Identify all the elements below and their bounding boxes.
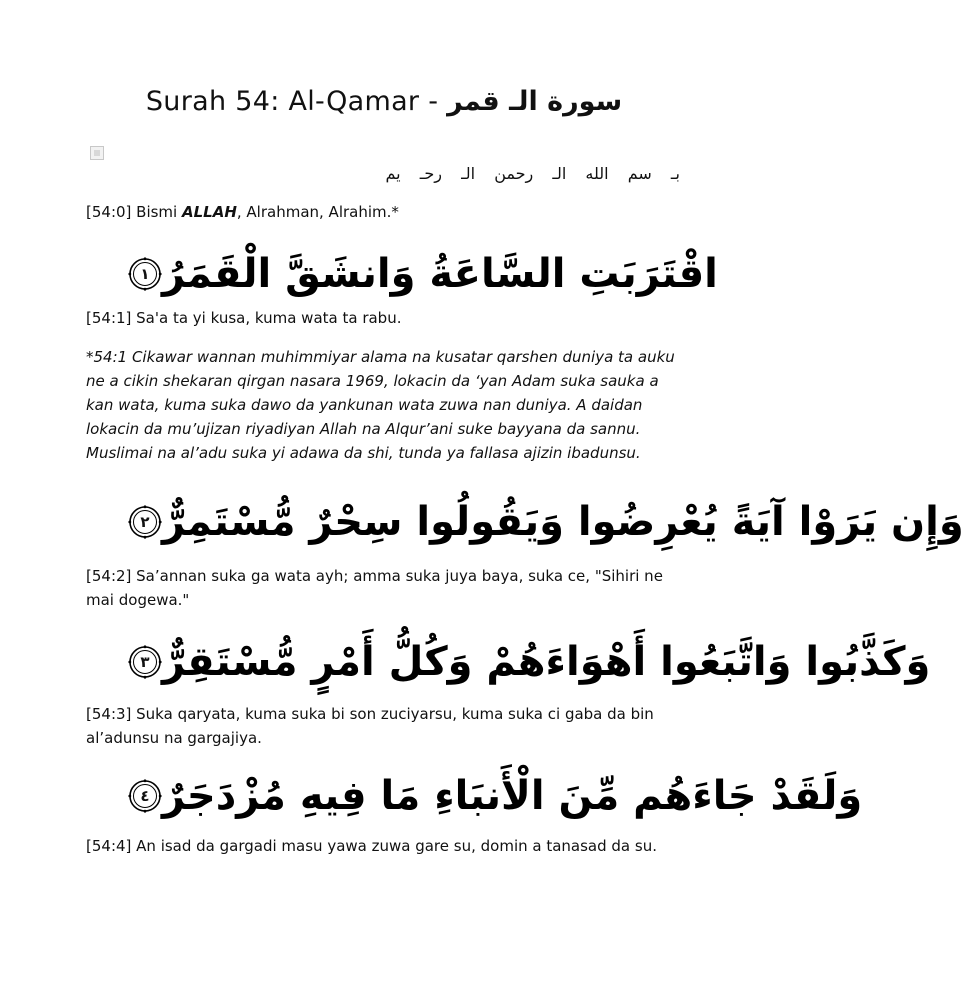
- verse-ref: [54:2]: [86, 567, 137, 585]
- verse-number-medallion: [128, 645, 162, 679]
- verse-translation-3: [86, 702, 686, 750]
- verse-emphasis: ALLAH: [181, 203, 237, 221]
- verse-number-medallion: [128, 779, 162, 813]
- verse-translation-1: [86, 306, 686, 330]
- footnote: *54:1 Cikawar wannan muhimmiyar alama na kusatar qarshen duniya ta auku ne a cikin shekaran qirgan nasara 1969, lokacin da ‘yan Adam suka sauka a kan wata, kuma suka dawo da yankunan wata zuwa nan duniya. A daidan lokacin da mu’ujizan riyadiyan Allah na Alqur’ani suke bayyana da sannu. Muslimai na al’adu suka yi adawa da shi, tunda ya fallasa ajizin ibadunsu.: [86, 348, 675, 462]
- verse-arabic-text: وَإِن يَرَوْا آيَةً يُعْرِضُوا وَيَقُولُوا سِحْرٌ مُّسْتَمِرٌّ: [162, 499, 964, 545]
- verse-arabic-text: اقْتَرَبَتِ السَّاعَةُ وَانشَقَّ الْقَمَرُ: [162, 251, 718, 297]
- verse-translation-2: [86, 564, 686, 612]
- page-title: [0, 86, 768, 117]
- verse-ref: [54:4]: [86, 837, 137, 855]
- verse-arabic-text: وَلَقَدْ جَاءَهُم مِّنَ الْأَنبَاءِ مَا فِيهِ مُزْدَجَرٌ: [162, 773, 863, 819]
- verse-number: ٢: [140, 513, 150, 531]
- verse-ref: [54:1]: [86, 309, 137, 327]
- verse-text: An isad da gargadi masu yawa zuwa gare su, domin a tanasad da su.: [136, 837, 657, 855]
- verse-number: ٣: [140, 653, 150, 671]
- verse-number-medallion: [128, 257, 162, 291]
- verse-ref: [54:3]: [86, 705, 137, 723]
- basmala-arabic: بـ سم الله الـ رحمن الـ رحـ يم: [385, 164, 680, 183]
- verse-text: , Alrahman, Alrahim.*: [236, 203, 399, 221]
- verse-arabic-2: [118, 490, 964, 554]
- verse-ref: [54:0]: [86, 203, 137, 221]
- title-latin: Surah 54: Al-Qamar -: [145, 86, 448, 117]
- verse-arabic-1: [118, 242, 718, 306]
- verse-text: Sa’annan suka ga wata ayh; amma suka juya baya, suka ce, "Sihiri ne mai dogewa.": [86, 567, 663, 609]
- verse-arabic-text: وَكَذَّبُوا وَاتَّبَعُوا أَهْوَاءَهُمْ وَكُلُّ أَمْرٍ مُّسْتَقِرٌّ: [162, 639, 931, 685]
- title-arabic: سورة الـ قمر: [447, 86, 623, 117]
- verse-number: ١: [140, 265, 150, 283]
- verse-number: ٤: [140, 787, 150, 805]
- verse-text: Bismi: [136, 203, 182, 221]
- verse-translation-4: [86, 834, 686, 858]
- verse-arabic-4: [118, 764, 863, 828]
- verse-number-medallion: [128, 505, 162, 539]
- verse-text: Sa'a ta yi kusa, kuma wata ta rabu.: [136, 309, 402, 327]
- verse-text: Suka qaryata, kuma suka bi son zuciyarsu, kuma suka ci gaba da bin al’adunsu na gargajiya.: [86, 705, 654, 747]
- broken-image-icon: [90, 146, 104, 160]
- verse-arabic-3: [118, 630, 931, 694]
- verse-translation-0: [86, 200, 686, 224]
